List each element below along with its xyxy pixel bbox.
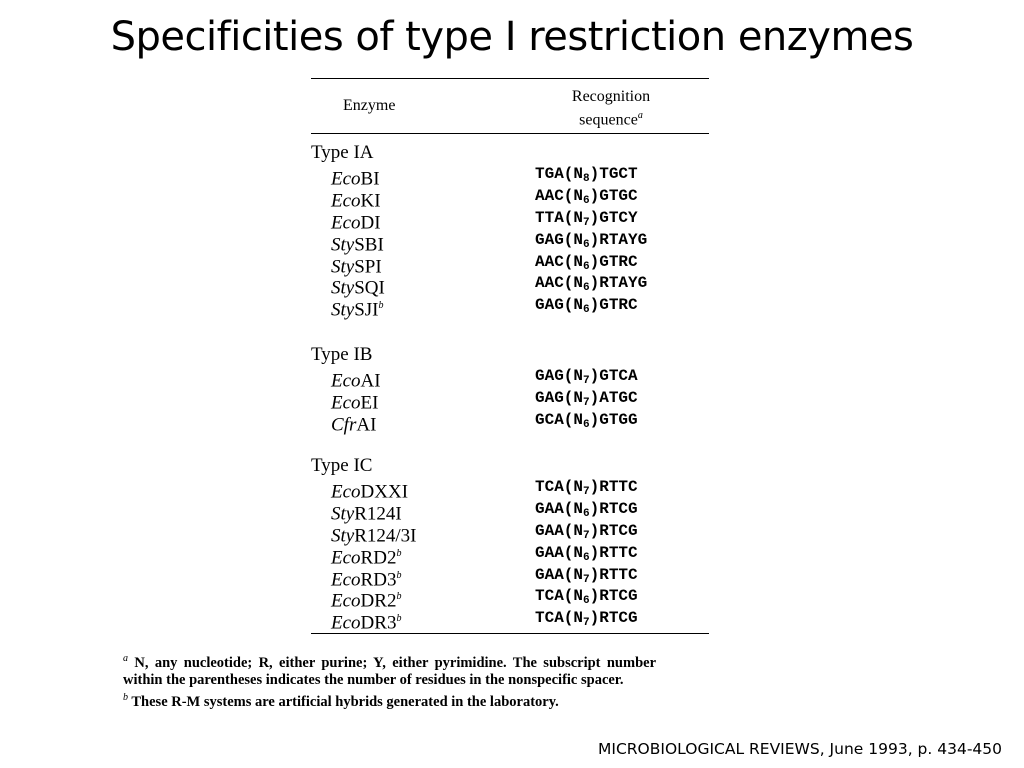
seq-left: GAG(N [535,230,584,249]
table-row [311,273,709,299]
citation: MICROBIOLOGICAL REVIEWS, June 1993, p. 434-450 [598,740,1002,758]
seq-spacer-count: 7 [583,617,590,630]
seq-left: GAA(N [535,521,584,540]
seq-right: )RTAYG [589,230,648,249]
seq-spacer-count: 7 [583,375,590,387]
enzyme-prefix: Sty [331,277,355,299]
seq-left: GAA(N [535,499,584,518]
seq-left: GAG(N [535,367,584,385]
table-row [311,586,709,612]
enzyme-suffix: SJI [354,299,379,321]
group-label: Type IA [311,142,374,163]
enzyme-prefix: Sty [331,503,355,525]
footnote-b-text: These R-M systems are artificial hybrids generated in the laboratory. [131,693,559,710]
enzyme-prefix: Eco [331,212,361,234]
seq-spacer-count: 6 [583,507,590,520]
enzyme-suffix: KI [360,190,381,212]
table-row [311,164,709,190]
slide-title: Specificities of type I restriction enzymes [110,14,914,60]
seq-spacer-count: 7 [583,486,590,498]
enzyme-name [331,608,401,634]
enzyme-suffix: DR3 [360,612,397,634]
seq-left: GCA(N [535,410,584,429]
seq-spacer-count: 7 [583,396,590,409]
table-row [311,295,709,321]
seq-spacer-count: 6 [583,418,590,431]
enzyme-prefix: Eco [331,168,361,190]
footnote-a-mark: a [123,653,128,664]
enzyme-name [331,295,384,321]
group-2 [311,455,709,634]
header-seq-footnote-mark: a [637,110,643,121]
seq-left: GAG(N [535,296,584,315]
header-enzyme: Enzyme [343,97,396,114]
seq-left: AAC(N [535,186,584,205]
seq-spacer-count: 7 [583,573,590,586]
enzyme-prefix: Eco [331,392,361,414]
header-seq-line1: Recognition [571,88,651,105]
enzyme-suffix: BI [360,168,380,190]
seq-right: )RTCG [589,499,638,518]
seq-spacer-count: 6 [583,260,590,273]
seq-right: )GTCY [589,208,638,227]
seq-right: )GTGG [589,410,638,429]
enzyme-prefix: Sty [331,299,355,321]
seq-right: )RTCG [589,587,638,606]
enzyme-prefix: Eco [331,370,361,392]
footnote-a-text: N, any nucleotide; R, either purine; Y, either pyrimidine. The subscript number within the parentheses indicates the number of residues in the nonspecific spacer. [123,654,657,688]
enzyme-prefix: Eco [331,547,361,568]
enzyme-suffix: SQI [354,277,385,299]
group-label: Type IB [311,344,373,365]
seq-left: TCA(N [535,587,584,606]
enzyme-suffix: R124/3I [354,525,417,547]
table-row [311,208,709,234]
seq-right: )ATGC [589,388,638,407]
table-body [311,134,709,633]
seq-right: )RTTC [589,478,638,496]
seq-spacer-count: 6 [583,595,590,608]
seq-spacer-count: 6 [583,304,590,317]
seq-left: AAC(N [535,274,584,293]
enzyme-prefix: Cfr [331,414,357,436]
group-1 [311,344,709,436]
footnotes [111,650,656,711]
enzyme-suffix: RD2 [360,547,397,568]
enzyme-table [311,78,709,634]
enzyme-footnote-mark: b [396,547,402,559]
table-row [311,388,709,414]
seq-spacer-count: 7 [583,529,590,542]
enzyme-suffix: SPI [354,255,382,277]
table-row [311,521,709,547]
table-row [311,565,709,590]
enzyme-footnote-mark: b [396,569,402,581]
seq-left: TGA(N [535,165,584,183]
seq-spacer-count: 8 [583,173,590,185]
seq-left: GAA(N [535,543,584,562]
enzyme-prefix: Eco [331,612,361,634]
seq-right: )RTCG [589,521,638,540]
table-row [311,230,709,255]
enzyme-suffix: DXXI [360,481,409,503]
seq-spacer-count: 6 [583,194,590,207]
seq-right: )RTAYG [589,274,648,293]
footnote-b-mark: b [123,691,128,703]
seq-spacer-count: 6 [583,551,590,564]
enzyme-suffix: SBI [354,234,384,255]
header-seq-line2: sequence [579,111,638,129]
seq-right: )GTGC [589,186,638,205]
seq-spacer-count: 6 [583,282,590,295]
enzyme-suffix: DI [360,212,381,234]
footnote-b [111,689,656,711]
table-row [311,477,709,503]
seq-left: AAC(N [535,252,584,271]
seq-right: )GTRC [589,296,638,315]
recognition-sequence [535,608,638,635]
seq-left: TTA(N [535,208,584,227]
seq-right: )GTCA [589,367,638,385]
group-label: Type IC [311,455,373,476]
seq-right: )RTTC [589,543,638,562]
table-row [311,366,709,392]
enzyme-prefix: Eco [331,590,361,612]
recognition-sequence [535,295,638,322]
enzyme-suffix: EI [360,392,379,414]
enzyme-name [331,410,376,436]
seq-left: TCA(N [535,609,584,628]
enzyme-prefix: Sty [331,234,355,255]
seq-right: )RTCG [589,609,638,628]
seq-spacer-count: 6 [583,238,590,251]
enzyme-prefix: Eco [331,481,361,503]
enzyme-suffix: AI [356,414,377,436]
enzyme-footnote-mark: b [378,300,384,312]
enzyme-footnote-mark: b [396,591,402,603]
enzyme-suffix: AI [360,370,381,392]
group-0 [311,142,709,321]
seq-left: TCA(N [535,478,584,496]
table-header [311,79,709,133]
table-row [311,608,709,634]
enzyme-suffix: R124I [354,503,402,525]
enzyme-prefix: Eco [331,190,361,212]
seq-left: GAA(N [535,565,584,584]
table-row [311,186,709,212]
enzyme-prefix: Sty [331,525,355,547]
table-row [311,252,709,277]
table-row [311,543,709,568]
header-recognition-sequence [541,87,681,129]
seq-left: GAG(N [535,388,584,407]
enzyme-footnote-mark: b [396,613,402,625]
seq-right: )TGCT [589,165,638,183]
enzyme-suffix: DR2 [360,590,397,612]
footnote-a [111,650,656,689]
seq-right: )GTRC [589,252,638,271]
table-row [311,410,709,436]
table-row [311,499,709,525]
recognition-sequence [535,410,638,437]
enzyme-prefix: Sty [331,255,355,277]
enzyme-suffix: RD3 [360,568,397,590]
enzyme-prefix: Eco [331,568,361,590]
seq-spacer-count: 7 [583,216,590,229]
seq-right: )RTTC [589,565,638,584]
